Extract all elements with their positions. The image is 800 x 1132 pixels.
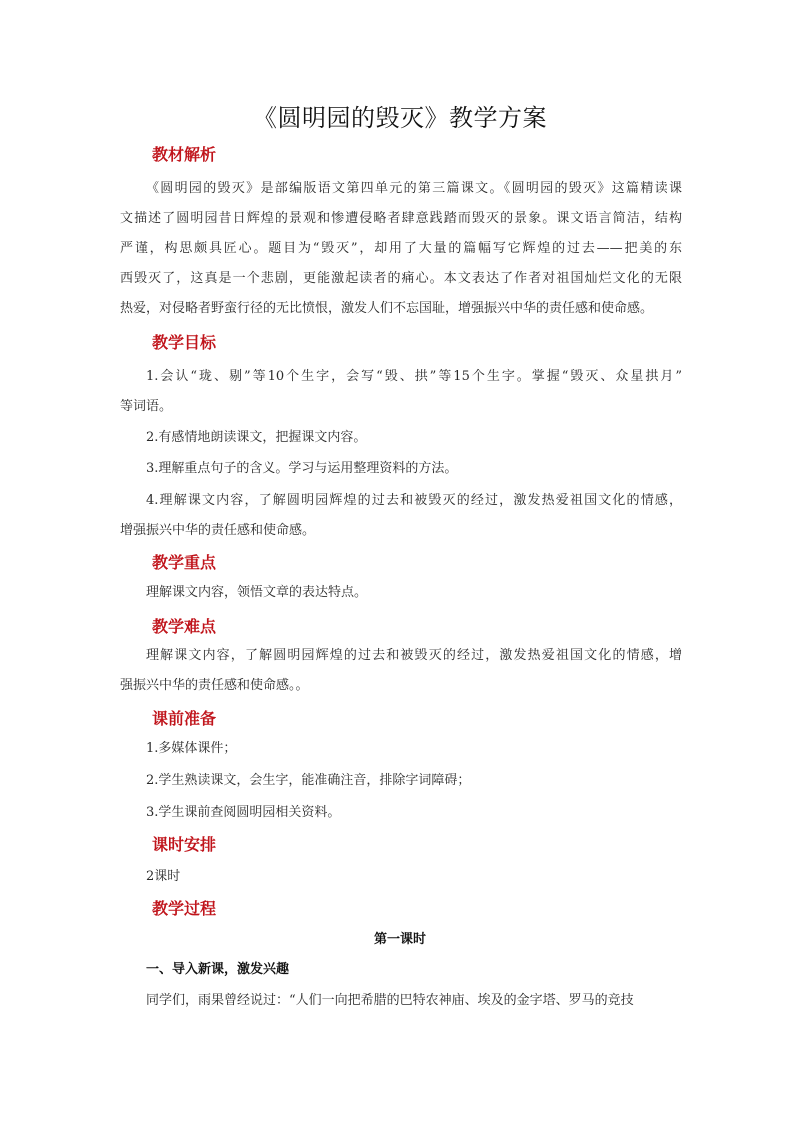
step-1-title: 一、导入新课，激发兴趣 (146, 962, 290, 977)
analysis-line: 热爱，对侵略者野蛮行径的无比愤恨，激发人们不忘国耻，增强振兴中华的责任感和使命感。 (120, 301, 654, 316)
heading-difficulties: 教学难点 (152, 617, 217, 636)
preparation-item-2: 2.学生熟读课文，会生字，能准确注音，排除字词障碍； (146, 773, 471, 788)
key-points-text: 理解课文内容，领悟文章的表达特点。 (146, 585, 368, 600)
goal-item-4 (120, 486, 682, 546)
goal-item-2: 2.有感情地朗读课文，把握课文内容。 (146, 430, 367, 445)
goal-item-1 (120, 362, 682, 422)
heading-teaching-goals: 教学目标 (152, 333, 217, 352)
goal-item-4-line: 4.理解课文内容，了解圆明园辉煌的过去和被毁灭的经过，激发热爱祖国文化的情感， (146, 493, 682, 508)
heading-teaching-process: 教学过程 (152, 899, 217, 918)
goal-item-1-line: 等词语。 (120, 399, 173, 414)
difficulties-line: 强振兴中华的责任感和使命感。。 (120, 678, 309, 693)
goal-item-4-line: 增强振兴中华的责任感和使命感。 (120, 523, 316, 538)
analysis-paragraph (120, 174, 682, 324)
difficulties-line: 理解课文内容，了解圆明园辉煌的过去和被毁灭的经过，激发热爱祖国文化的情感，增 (146, 648, 682, 663)
schedule-text: 2课时 (146, 869, 181, 884)
goal-item-3: 3.理解重点句子的含义。学习与运用整理资料的方法。 (146, 461, 458, 476)
analysis-line: 《圆明园的毁灭》是部编版语文第四单元的第三篇课文。《圆明园的毁灭》这篇精读课 (146, 181, 682, 196)
lesson-title: 第一课时 (373, 932, 426, 947)
difficulties-paragraph (120, 641, 682, 701)
heading-textbook-analysis: 教材解析 (152, 145, 217, 164)
step-1-text: 同学们，雨果曾经说过：“人们一向把希腊的巴特农神庙、埃及的金字塔、罗马的竞技 (146, 993, 634, 1008)
analysis-line: 严谨，构思颇具匠心。题目为“毁灭”，却用了大量的篇幅写它辉煌的过去——把美的东 (120, 241, 682, 256)
preparation-item-1: 1.多媒体课件； (146, 741, 237, 756)
goal-item-1-line: 1.会认“珑、剔”等10个生字，会写“毁、拱”等15个生字。掌握“毁灭、众星拱月” (146, 369, 682, 384)
analysis-line: 文描述了圆明园昔日辉煌的景观和惨遭侵略者肆意践踏而毁灭的景象。课文语言简洁，结构 (120, 211, 682, 226)
heading-key-points: 教学重点 (152, 553, 217, 572)
heading-preparation: 课前准备 (152, 709, 217, 728)
preparation-item-3: 3.学生课前查阅圆明园相关资料。 (146, 805, 341, 820)
document-title: 《圆明园的毁灭》教学方案 (253, 104, 547, 132)
analysis-line: 西毁灭了，这真是一个悲剧，更能激起读者的痛心。本文表达了作者对祖国灿烂文化的无限 (120, 271, 682, 286)
heading-schedule: 课时安排 (152, 835, 217, 854)
